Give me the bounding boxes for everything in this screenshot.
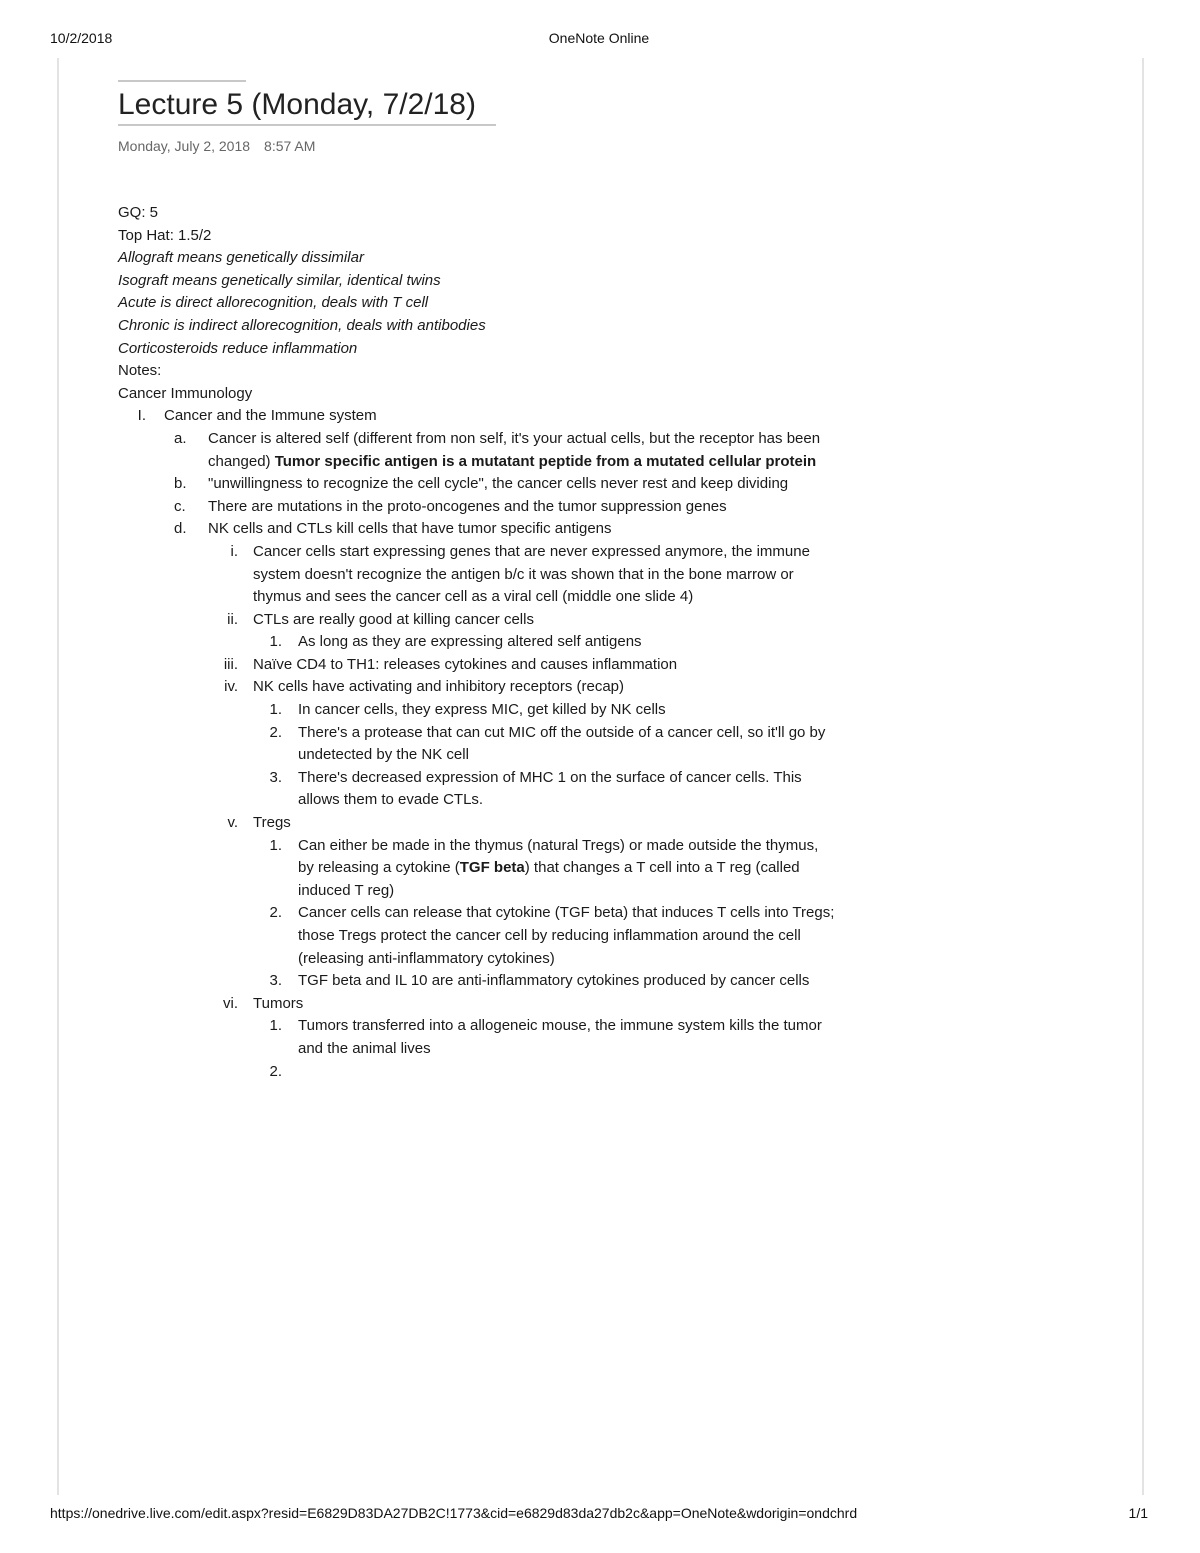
outline-item-d-v [118,812,938,835]
outline-text: Cancer cells start expressing genes that are never expressed anymore, the immune [253,542,810,560]
outline-text-cont: and the animal lives [298,1039,431,1057]
outline-text: NK cells have activating and inhibitory receptors (recap) [253,678,625,696]
outline-item-d-iii [118,654,938,677]
outline-text-cont: thymus and sees the cancer cell as a viral cell (middle one slide 4) [253,588,694,606]
outline-item-a [118,428,938,473]
note-line-isograft: Isograft means genetically similar, identical twins [118,271,441,289]
print-url: https://onedrive.live.com/edit.aspx?resid=E6829D83DA27DB2C!1773&cid=e6829d83da27db2c&app=OneNote&wdorigin=ondchrd [50,1505,858,1521]
outline-text: TGF beta and IL 10 are anti-inflammatory cytokines produced by cancer cells [298,972,810,990]
outline-text-plain: changed) [208,452,275,470]
outline-text: NK cells and CTLs kill cells that have tumor specific antigens [208,520,612,538]
note-line-cancer-immunology: Cancer Immunology [118,384,253,402]
outline-item-d-iv-2 [118,722,938,767]
outline-text-cont [298,857,938,880]
outline-text-cont: undetected by the NK cell [298,746,469,764]
outline-marker: 2. [269,1062,282,1080]
note-timestamp [118,136,938,156]
note-page [118,80,938,1083]
outline-marker: 1. [269,701,282,719]
outline-text: Cancer cells can release that cytokine (TGF beta) that induces T cells into Tregs; [298,904,835,922]
outline-marker: a. [174,429,187,447]
note-line-allograft: Allograft means genetically dissimilar [118,249,364,267]
outline-text: There's decreased expression of MHC 1 on the surface of cancer cells. This [298,768,802,786]
outline-marker: d. [174,520,187,538]
note-time: 8:57 AM [264,138,316,154]
outline-item-d-ii-1 [118,631,938,654]
outline-text: "unwillingness to recognize the cell cycle", the cancer cells never rest and keep dividing [208,475,789,493]
outline-item-d-v-3 [118,970,938,993]
outline-item-d [118,518,938,541]
outline-item-d-iv-1 [118,699,938,722]
outline-item-d-iv-3 [118,767,938,812]
note-line-notes: Notes: [118,362,162,380]
outline-item-d-vi [118,993,938,1016]
outline-marker: 2. [269,904,282,922]
outline-text-cont: induced T reg) [298,881,395,899]
outline-marker: ii. [227,610,238,628]
print-app-name: OneNote Online [548,30,650,46]
note-line-gq: GQ: 5 [118,204,159,221]
page-frame-right [1142,58,1144,1495]
outline-text-bold: TGF beta [459,859,525,877]
outline-marker: v. [227,814,238,832]
outline-text-cont [208,451,938,474]
outline-text-cont: those Tregs protect the cancer cell by reducing inflammation around the cell [298,927,801,944]
note-line-tophat: Top Hat: 1.5/2 [118,226,212,244]
outline-text: Cancer and the Immune system [164,407,377,425]
outline-text: Tumors [253,994,304,1012]
outline-marker: c. [174,497,186,515]
outline-text: Cancer is altered self (different from non self, it's your actual cells, but the receptor has been [208,429,821,447]
outline-marker: 2. [269,723,282,741]
note-date: Monday, July 2, 2018 [118,138,251,154]
outline-item-b [118,473,938,496]
outline-item-d-vi-1 [118,1015,938,1060]
outline-marker: iii. [223,655,238,673]
outline-item-c [118,496,938,519]
outline-item-d-v-1 [118,835,938,903]
outline-text: There are mutations in the proto-oncogenes and the tumor suppression genes [208,497,727,515]
outline-item-d-ii [118,609,938,632]
outline-text: In cancer cells, they express MIC, get killed by NK cells [298,701,666,719]
outline-marker: 3. [269,768,282,786]
outline-item-d-i [118,541,938,609]
outline-item-I [118,405,938,428]
outline-text-cont: (releasing anti-inflammatory cytokines) [298,949,555,967]
outline-marker: iv. [224,678,238,696]
outline-text: As long as they are expressing altered self antigens [298,633,642,651]
note-line-acute: Acute is direct allorecognition, deals with T cell [118,294,429,312]
outline-marker: 3. [269,972,282,990]
outline-item-d-iv [118,676,938,699]
print-header [50,30,1148,50]
title-divider [118,80,246,82]
outline-text-cont: system doesn't recognize the antigen b/c it was shown that in the bone marrow or [253,565,794,583]
outline-marker: vi. [223,994,238,1012]
outline-text-empty[interactable] [298,1061,938,1084]
outline-text: CTLs are really good at killing cancer cells [253,610,534,628]
outline-text: Tumors transferred into a allogeneic mouse, the immune system kills the tumor [298,1017,822,1035]
outline-marker: 1. [269,633,282,651]
note-line-chronic: Chronic is indirect allorecognition, deals with antibodies [118,316,486,334]
print-date: 10/2/2018 [50,30,113,46]
outline-text-plain: by releasing a cytokine ( [298,859,460,877]
note-body[interactable] [118,202,938,1083]
outline-marker: b. [174,475,187,493]
print-footer [50,1505,1148,1525]
outline-item-d-vi-2 [118,1061,938,1084]
outline-text-plain: ) that changes a T cell into a T reg (called [524,859,800,877]
outline-marker: 1. [269,1017,282,1035]
note-line-corticosteroids: Corticosteroids reduce inflammation [118,339,358,357]
outline-marker: 1. [269,836,282,854]
outline-text-cont: allows them to evade CTLs. [298,791,484,809]
page-title[interactable]: Lecture 5 (Monday, 7/2/18) [118,86,496,126]
outline-text: Can either be made in the thymus (natural Tregs) or made outside the thymus, [298,836,819,854]
outline-marker: I. [137,407,146,425]
outline-text-bold: Tumor specific antigen is a mutatant peptide from a mutated cellular protein [274,452,817,470]
outline-text: Naïve CD4 to TH1: releases cytokines and causes inflammation [253,655,678,673]
outline-text: Tregs [253,814,291,832]
print-page-number: 1/1 [1128,1505,1148,1521]
outline-item-d-v-2 [118,902,938,970]
outline-text: There's a protease that can cut MIC off the outside of a cancer cell, so it'll go by [298,723,826,741]
page-frame-left [57,58,59,1495]
outline-marker: i. [230,542,238,560]
